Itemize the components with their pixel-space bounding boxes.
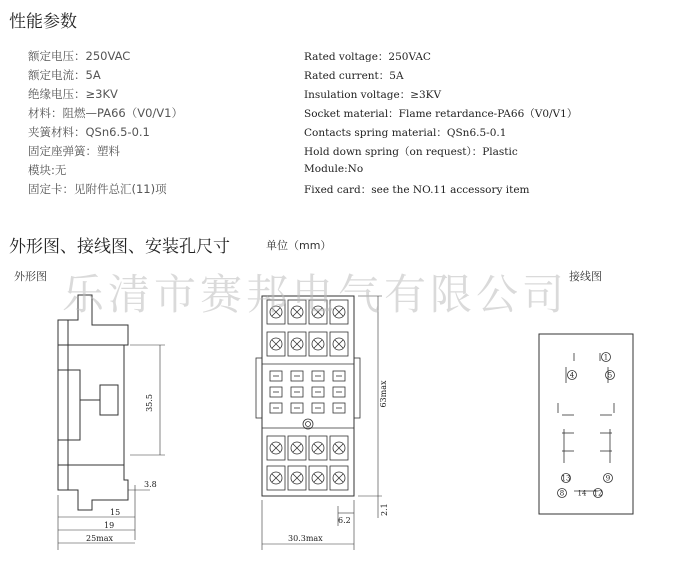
spec-cn-spring: 夹簧材料：QSn6.5-0.1 <box>28 125 150 139</box>
spec-en-spring: Contacts spring material：QSn6.5-0.1 <box>304 127 507 139</box>
front-dim-width: 30.3max <box>288 534 323 543</box>
side-dim-total: 25max <box>86 534 114 543</box>
side-dim-15: 15 <box>110 508 121 517</box>
terminal-1-label: 1 <box>603 353 609 362</box>
terminal-13-label: 13 <box>561 474 571 483</box>
spec-cn-insulation: 绝缘电压：≥3KV <box>28 87 118 101</box>
terminal-12-label: 12 <box>593 489 603 498</box>
terminal-5-label: 5 <box>607 371 613 380</box>
spec-cn-voltage: 额定电压：250VAC <box>28 49 131 63</box>
terminal-9-label: 9 <box>605 474 611 483</box>
side-latch <box>354 358 360 418</box>
terminal-14-label: 14 <box>577 489 587 498</box>
terminal-8-label: 8 <box>559 489 565 498</box>
front-view-drawing <box>240 288 400 561</box>
side-dim-19: 19 <box>104 521 115 530</box>
spec-en-material: Socket material：Flame retardance-PA66（V0/V1） <box>304 108 578 120</box>
spec-en-fixed: Fixed card：see the NO.11 accessory item <box>304 184 530 196</box>
spec-en-insulation: Insulation voltage：≥3KV <box>304 89 442 101</box>
spec-en-current: Rated current：5A <box>304 70 404 82</box>
mounting-hole-inner <box>306 422 311 427</box>
drawings-title: 外形图、接线图、安装孔尺寸 <box>9 237 230 257</box>
side-latch <box>256 358 262 418</box>
unit-label: 单位（mm） <box>266 239 332 252</box>
spec-cn-current: 额定电流：5A <box>28 68 101 82</box>
side-view-drawing <box>0 285 200 561</box>
spec-cn-holder: 固定座弹簧：塑料 <box>28 144 120 158</box>
side-dim-height: 35.5 <box>145 394 154 412</box>
side-dim-small: 3.8 <box>144 480 157 489</box>
spec-en-holder: Hold down spring（on request）：Plastic <box>304 146 518 158</box>
front-dim-height: 63max <box>379 380 388 408</box>
spec-cn-module: 模块:无 <box>28 163 67 177</box>
mounting-hole <box>303 419 313 429</box>
front-dim-2-1: 2.1 <box>380 503 389 516</box>
spec-en-voltage: Rated voltage：250VAC <box>304 51 431 63</box>
terminal-4-label: 4 <box>569 371 575 380</box>
outline-label: 外形图 <box>14 270 47 283</box>
front-dim-6-2: 6.2 <box>338 516 351 525</box>
wiring-label: 接线图 <box>569 270 602 283</box>
spec-cn-material: 材料：阻燃—PA66（V0/V1） <box>28 106 183 120</box>
wiring-diagram <box>538 333 634 515</box>
spec-cn-fixed: 固定卡：见附件总汇(11)项 <box>28 182 167 196</box>
spec-en-module: Module:No <box>304 163 364 175</box>
performance-title: 性能参数 <box>9 12 77 32</box>
watermark: 乐清市赛邦电气有限公司 <box>62 270 569 319</box>
